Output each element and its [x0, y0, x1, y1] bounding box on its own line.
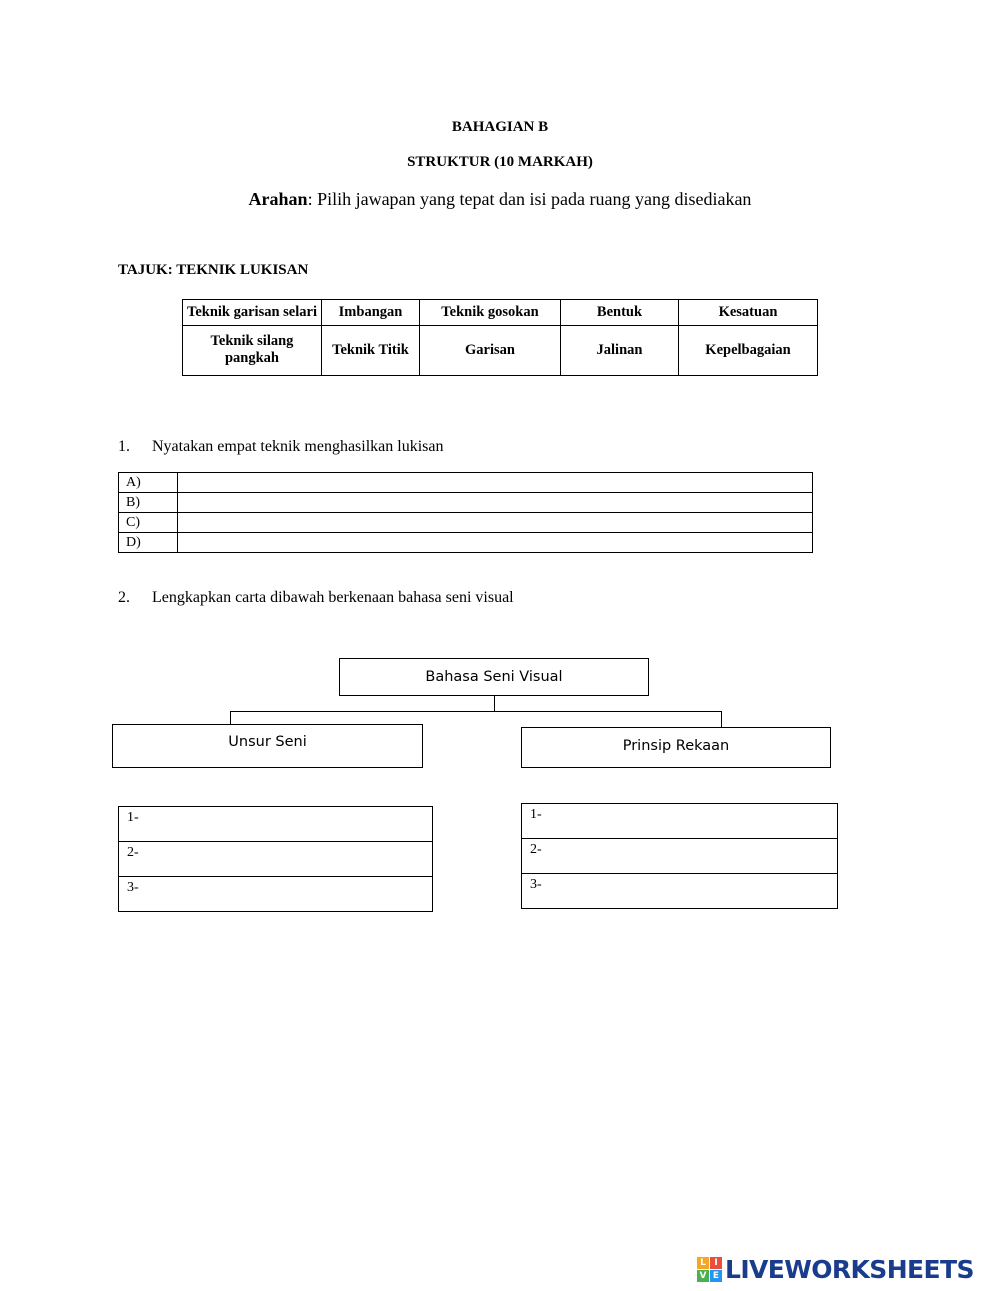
unsur-seni-answer-field[interactable]: 2-: [119, 842, 433, 877]
word-bank-cell: Teknik Titik: [322, 325, 420, 375]
chart-right-box: Prinsip Rekaan: [521, 727, 831, 768]
word-bank-cell: Bentuk: [561, 300, 679, 326]
unsur-seni-answer-field[interactable]: 3-: [119, 877, 433, 912]
structure-heading: STRUKTUR (10 MARKAH): [407, 154, 593, 170]
answer-row-label: C): [119, 513, 178, 533]
answer-row: [119, 473, 813, 493]
word-bank-cell: Teknik garisan selari: [183, 300, 322, 326]
answer-d-field[interactable]: [178, 533, 813, 553]
word-bank-row: [183, 300, 818, 326]
word-bank-cell: Garisan: [420, 325, 561, 375]
prinsip-rekaan-answer-field[interactable]: 3-: [522, 874, 838, 909]
question-2: [118, 589, 514, 607]
answer-b-field[interactable]: [178, 493, 813, 513]
answer-row-label: D): [119, 533, 178, 553]
instructions: [0, 189, 1000, 210]
prinsip-rekaan-answer-table: [521, 803, 838, 909]
word-bank-cell: Teknik gosokan: [420, 300, 561, 326]
badge-letter: V: [697, 1270, 709, 1282]
word-bank-cell: Jalinan: [561, 325, 679, 375]
question-2-number: 2.: [118, 589, 130, 606]
word-bank-cell: Kepelbagaian: [679, 325, 818, 375]
section-heading: BAHAGIAN B: [451, 119, 549, 135]
badge-letter: E: [710, 1270, 722, 1282]
answer-c-field[interactable]: [178, 513, 813, 533]
answer-row: [119, 513, 813, 533]
badge-letter: L: [697, 1257, 709, 1269]
question-1-text: Nyatakan empat teknik menghasilkan lukisan: [152, 438, 444, 455]
word-bank-table: [182, 299, 818, 376]
chart-connector-stem: [494, 696, 495, 712]
word-bank-row: [183, 325, 818, 375]
answer-row: [119, 533, 813, 553]
question-2-text: Lengkapkan carta dibawah berkenaan bahasa seni visual: [152, 589, 514, 606]
question-1-answer-table: [118, 472, 813, 553]
instructions-label: Arahan: [248, 189, 308, 209]
chart-root-box: Bahasa Seni Visual: [339, 658, 649, 696]
chart-connector-left: [230, 711, 231, 724]
topic-title: TAJUK: TEKNIK LUKISAN: [118, 262, 309, 278]
answer-row-label: A): [119, 473, 178, 493]
badge-letter: I: [710, 1257, 722, 1269]
brand-name: LIVEWORKSHEETS: [725, 1255, 974, 1284]
question-1-number: 1.: [118, 438, 130, 455]
unsur-seni-answer-field[interactable]: 1-: [119, 807, 433, 842]
chart-connector-bar: [230, 711, 722, 712]
chart-left-box: Unsur Seni: [112, 724, 423, 768]
chart-connector-right: [721, 711, 722, 727]
prinsip-rekaan-answer-field[interactable]: 1-: [522, 804, 838, 839]
question-1: [118, 438, 443, 456]
prinsip-rekaan-answer-field[interactable]: 2-: [522, 839, 838, 874]
word-bank-cell: Imbangan: [322, 300, 420, 326]
live-badge-icon: [697, 1257, 723, 1283]
word-bank-cell: Kesatuan: [679, 300, 818, 326]
answer-a-field[interactable]: [178, 473, 813, 493]
word-bank-cell: Teknik silang pangkah: [183, 325, 322, 375]
answer-row-label: B): [119, 493, 178, 513]
unsur-seni-answer-table: [118, 806, 433, 912]
answer-row: [119, 493, 813, 513]
instructions-text: : Pilih jawapan yang tepat dan isi pada ruang yang disediakan: [307, 189, 752, 209]
